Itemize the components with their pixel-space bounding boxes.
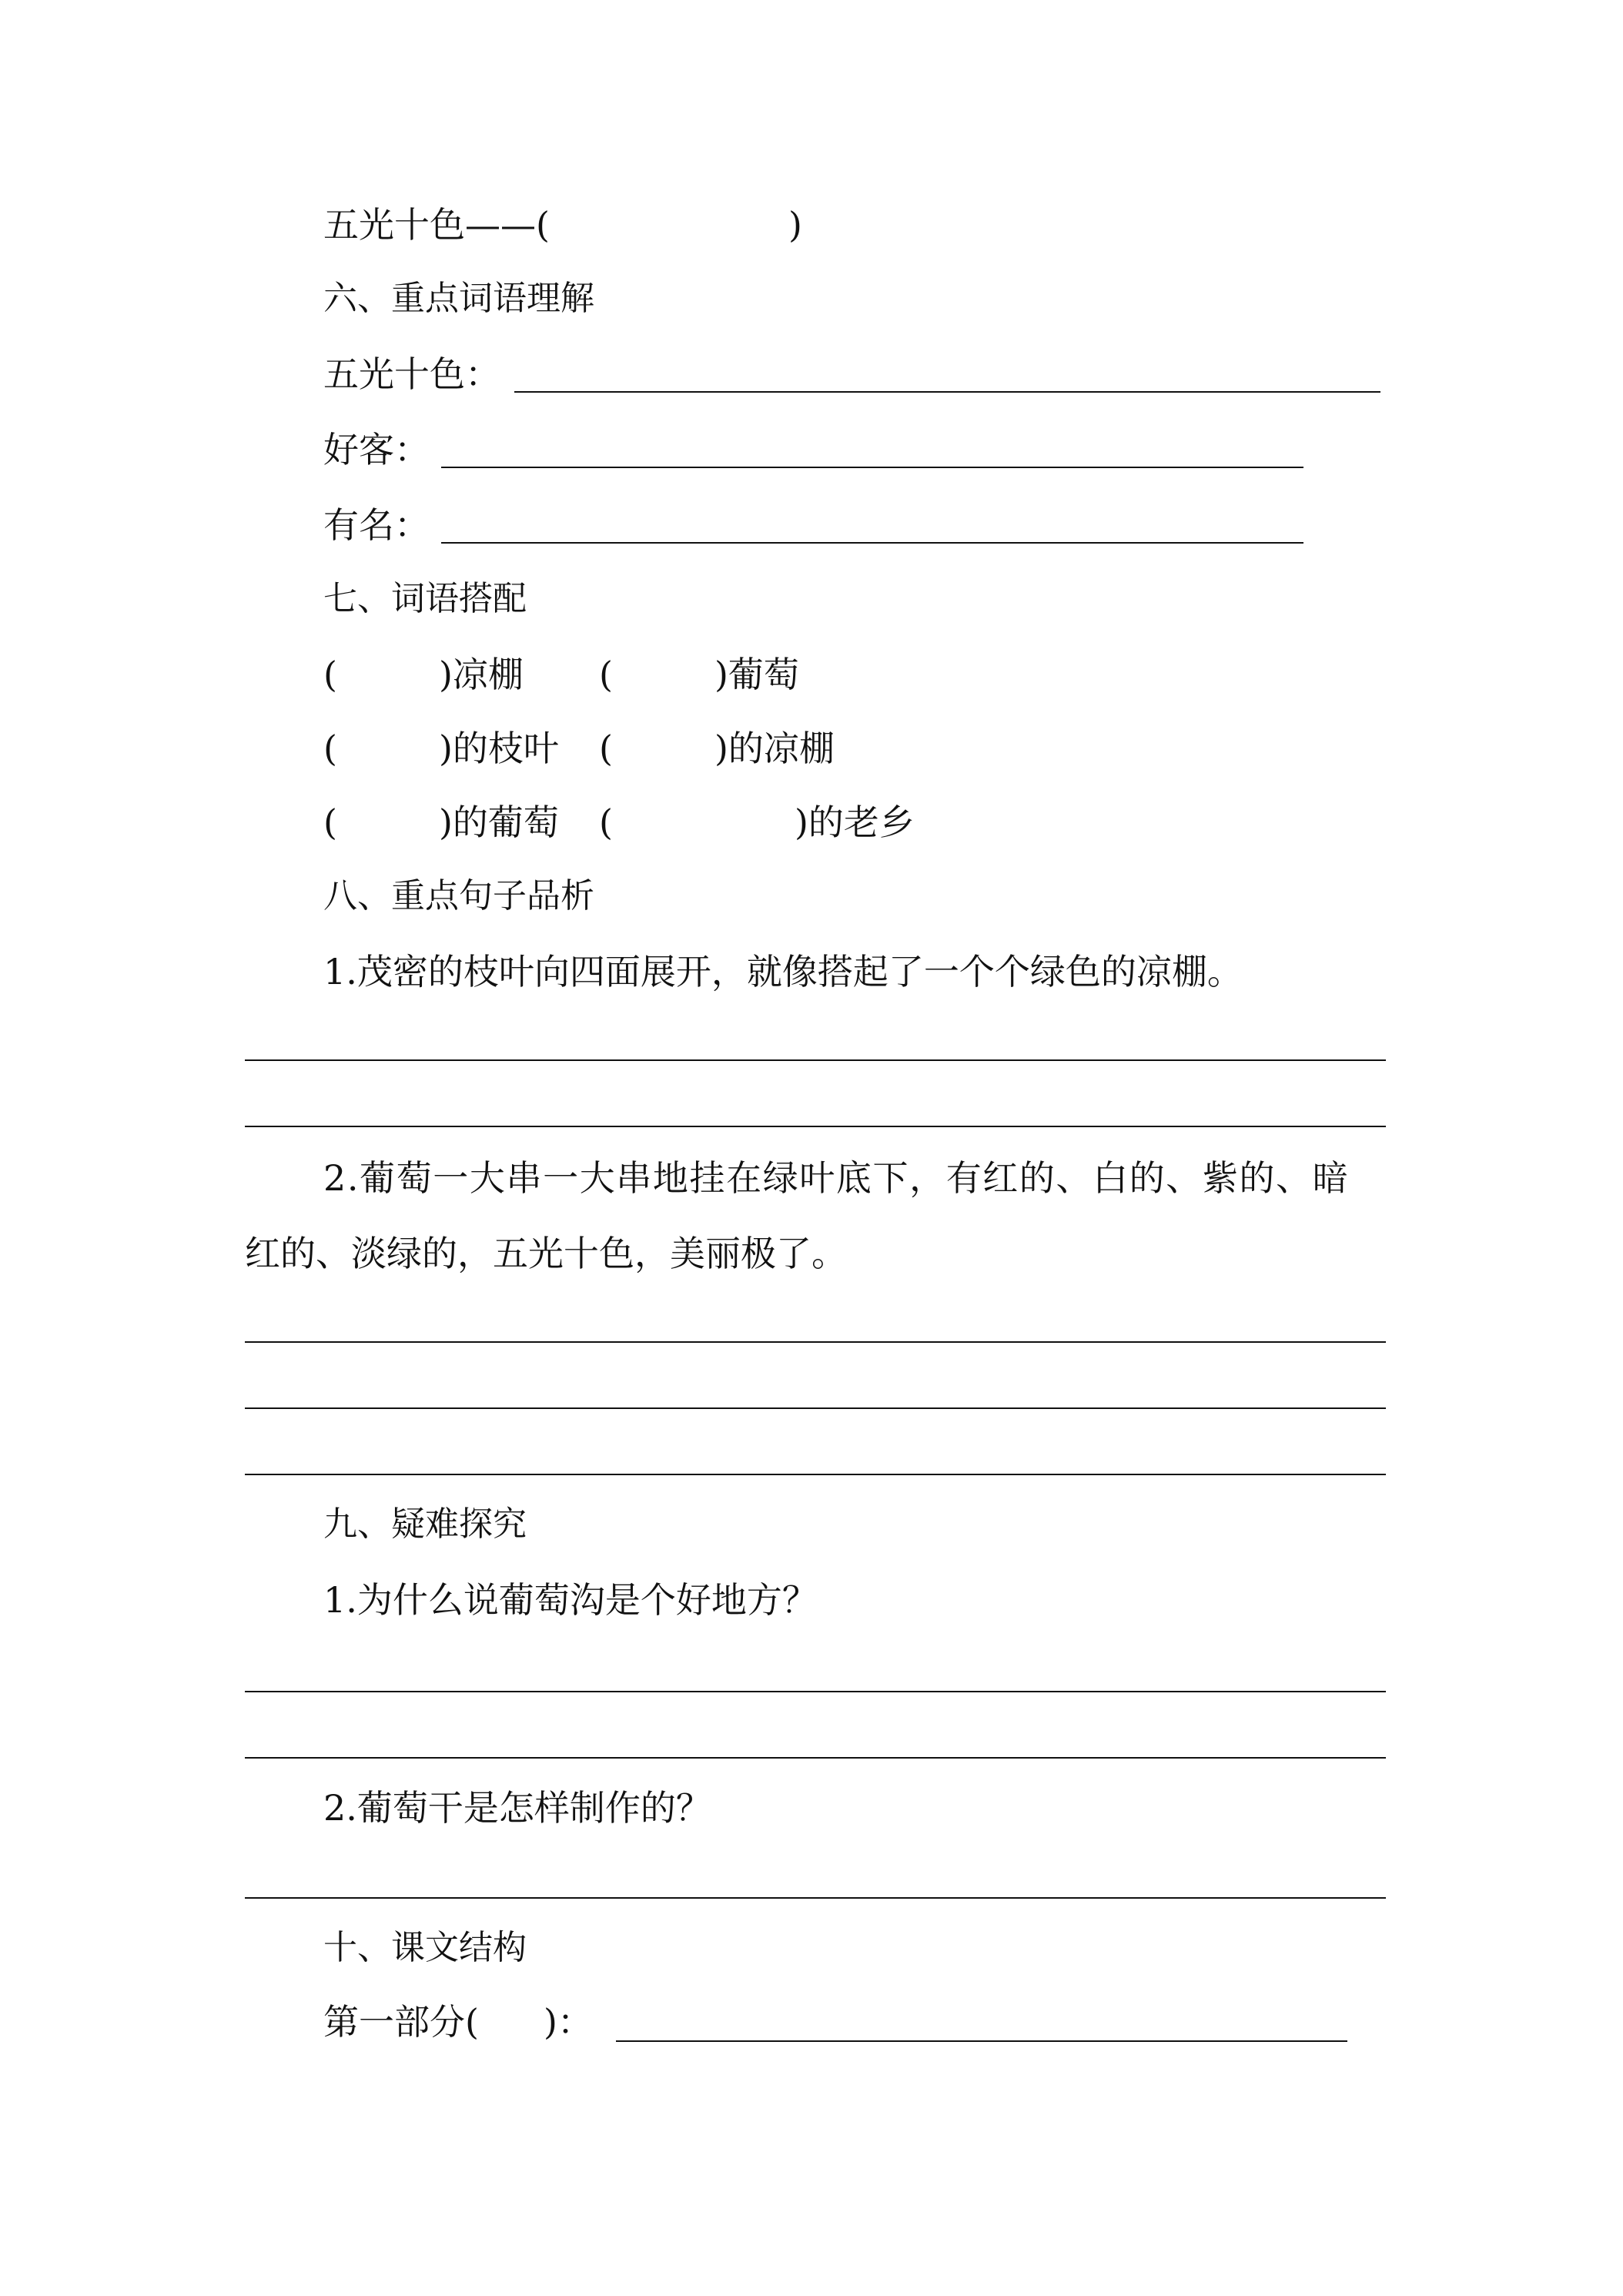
- idiom-fill-line: [323, 202, 802, 248]
- collocation-word: )凉棚: [438, 654, 524, 695]
- vocab-label: 好客：: [323, 429, 430, 470]
- section-8-heading: 八、重点句子品析: [323, 876, 594, 915]
- part-label: 第一部分(: [323, 2001, 479, 2043]
- open-paren: (: [323, 802, 337, 843]
- collocation-item: [599, 725, 835, 771]
- open-paren: (: [599, 728, 613, 769]
- collocation-word: )的枝叶: [438, 728, 559, 769]
- vocab-answer-line[interactable]: [514, 391, 1380, 393]
- answer-line[interactable]: [245, 1059, 1386, 1061]
- section-7-heading: 七、词语搭配: [323, 579, 527, 618]
- open-paren: (: [323, 728, 337, 769]
- inquiry-question-1: 1.为什么说葡萄沟是个好地方？: [323, 1579, 818, 1621]
- answer-line[interactable]: [245, 1691, 1386, 1692]
- inquiry-question-2: 2.葡萄干是怎样制作的？: [323, 1787, 711, 1829]
- vocab-item-wuguangshise: [323, 351, 500, 397]
- answer-line[interactable]: [245, 1474, 1386, 1475]
- idiom-prompt: 五光十色——(: [323, 204, 550, 246]
- collocation-item: [599, 651, 799, 698]
- collocation-item: [599, 799, 915, 845]
- vocab-label: 有名：: [323, 504, 430, 546]
- part-close: )：: [543, 2001, 593, 2043]
- collocation-word: )的葡萄: [438, 802, 559, 843]
- sentence-question-2-line-1: 2.葡萄一大串一大串地挂在绿叶底下，有红的、白的、紫的、暗: [323, 1157, 1350, 1199]
- collocation-item: [323, 725, 559, 771]
- section-6-heading: 六、重点词语理解: [323, 279, 594, 318]
- collocation-item: [323, 651, 524, 698]
- open-paren: (: [323, 654, 337, 695]
- answer-line[interactable]: [245, 1341, 1386, 1343]
- collocation-word: )葡萄: [714, 654, 799, 695]
- answer-line[interactable]: [616, 2040, 1347, 2042]
- vocab-answer-line[interactable]: [441, 467, 1303, 468]
- open-paren: (: [599, 802, 613, 843]
- answer-line[interactable]: [245, 1407, 1386, 1409]
- collocation-word: )的老乡: [794, 802, 915, 843]
- vocab-answer-line[interactable]: [441, 542, 1303, 544]
- vocab-label: 五光十色：: [323, 353, 500, 395]
- answer-line[interactable]: [245, 1126, 1386, 1127]
- structure-part-1: [323, 1999, 593, 2045]
- answer-line[interactable]: [245, 1897, 1386, 1899]
- open-paren: (: [599, 654, 613, 695]
- vocab-item-youming: [323, 502, 430, 548]
- answer-line[interactable]: [245, 1757, 1386, 1759]
- idiom-close-paren: ): [788, 204, 802, 246]
- collocation-item: [323, 799, 559, 845]
- vocab-item-haoke: [323, 427, 430, 473]
- section-9-heading: 九、疑难探究: [323, 1504, 527, 1544]
- sentence-question-1: 1.茂密的枝叶向四面展开，就像搭起了一个个绿色的凉棚。: [323, 951, 1243, 992]
- section-10-heading: 十、课文结构: [323, 1928, 527, 1967]
- sentence-question-2-line-2: 红的、淡绿的，五光十色，美丽极了。: [245, 1233, 847, 1274]
- collocation-word: )的凉棚: [714, 728, 835, 769]
